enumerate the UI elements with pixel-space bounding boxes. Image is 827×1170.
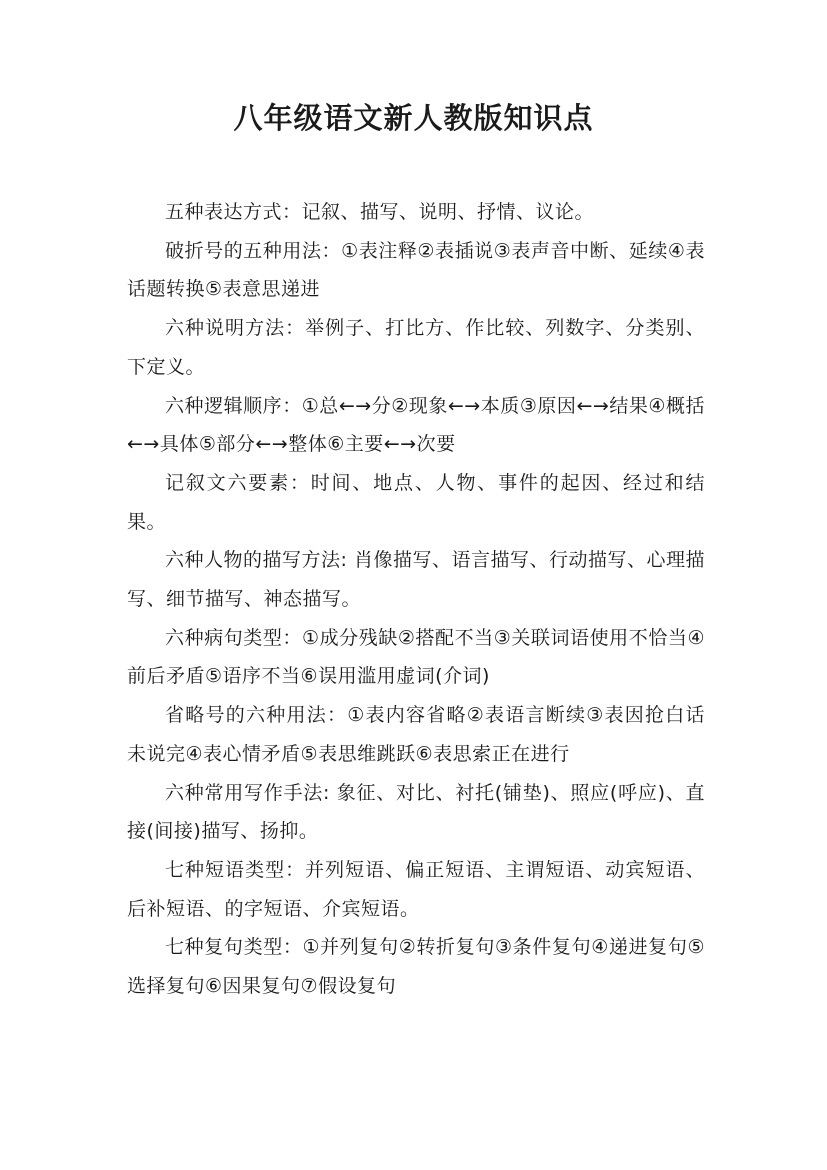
paragraph-sentence-errors: 六种病句类型：①成分残缺②搭配不当③关联词语使用不恰当④前后矛盾⑤语序不当⑥误用滥用虚词(介词) — [127, 626, 705, 688]
paragraph-dash-usage: 破折号的五种用法：①表注释②表插说③表声音中断、延续④表话题转换⑤表意思递进 — [127, 239, 705, 301]
paragraph-complex-sentences: 七种复句类型：①并列复句②转折复句③条件复句④递进复句⑤选择复句⑥因果复句⑦假设复句 — [127, 936, 705, 998]
paragraph-explanation-methods: 六种说明方法：举例子、打比方、作比较、列数字、分类别、下定义。 — [127, 317, 705, 378]
paragraph-narrative-elements: 记叙文六要素：时间、地点、人物、事件的起因、经过和结果。 — [127, 471, 705, 533]
paragraph-phrase-types: 七种短语类型：并列短语、偏正短语、主谓短语、动宾短语、后补短语、的字短语、介宾短语。 — [127, 858, 705, 920]
paragraph-expression-modes: 五种表达方式：记叙、描写、说明、抒情、议论。 — [165, 201, 595, 223]
document-title: 八年级语文新人教版知识点 — [233, 101, 594, 135]
paragraph-character-description: 六种人物的描写方法: 肖像描写、语言描写、行动描写、心理描写、细节描写、神态描写。 — [127, 549, 705, 611]
paragraph-logical-order: 六种逻辑顺序：①总←→分②现象←→本质③原因←→结果④概括←→具体⑤部分←→整体⑥主要←→次要 — [127, 394, 705, 456]
paragraph-ellipsis-usage: 省略号的六种用法：①表内容省略②表语言断续③表因抢白话未说完④表心情矛盾⑤表思维跳跃⑥表思索正在进行 — [127, 704, 705, 765]
document-body — [127, 193, 705, 1006]
paragraph-writing-techniques: 六种常用写作手法: 象征、对比、衬托(铺垫)、照应(呼应)、直接(间接)描写、扬抑。 — [127, 781, 705, 843]
